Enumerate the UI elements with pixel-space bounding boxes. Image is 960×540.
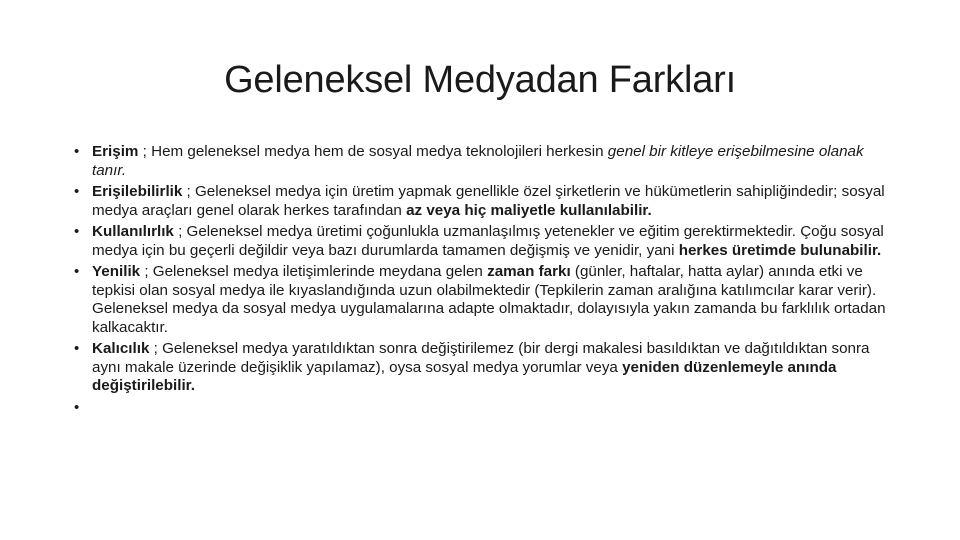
empty-bullet-text	[92, 399, 894, 418]
bullet-text	[92, 263, 886, 336]
bullet-dot-icon: •	[74, 183, 80, 200]
bullet-item	[74, 143, 894, 180]
bullet-bold-segment: herkes üretimde bulunabilir.	[678, 241, 882, 259]
bullet-term: Kullanılırlık	[92, 223, 179, 240]
bullet-dot-icon: •	[74, 398, 80, 416]
bullet-bold-segment: az veya hiç maliyetle kullanılabilir.	[406, 201, 652, 219]
bullet-dot-icon: •	[74, 143, 80, 160]
bullet-term: Erişim	[92, 143, 143, 160]
bullet-term: Kalıcılık	[92, 340, 154, 357]
bullet-term: Yenilik	[92, 263, 145, 280]
bullet-text	[92, 143, 864, 179]
bullet-text	[92, 223, 884, 259]
bullet-dot-icon: •	[74, 340, 80, 357]
bullet-italic-segment: genel bir kitleye erişebilmesine olanak tanır.	[92, 143, 864, 179]
bullet-text-segment: ; Geleneksel medya üretimi çoğunlukla uzmanlaşılmış yetenekler ve eğitim gerektirmektedir. Çoğu sosyal medya için bu geçerli değildir veya bazı durumlarda tamamen değişmiş ve yenidir, yani	[92, 223, 884, 259]
bullet-text-segment: ; Geleneksel medya için üretim yapmak genellikle özel şirketlerin ve hükümetlerin sahipliğindedir; sosyal medya araçları genel olarak herkes tarafından	[92, 183, 885, 219]
slide-title: Geleneksel Medyadan Farkları	[224, 59, 736, 101]
bullet-list	[74, 143, 894, 420]
bullet-text-segment: ; Hem geleneksel medya hem de sosyal medya teknolojileri herkesin	[142, 143, 608, 160]
bullet-item	[74, 183, 894, 220]
bullet-text-segment: (günler, haftalar, hatta aylar) anında etki ve tepkisi olan sosyal medya ile kıyaslandığında uzun olabilmektedir (Tepkilerin zaman aralığına katılımcılar karar verir). Geleneksel medya da sosyal medya uygulamalarına adapte olmaktadır, dolayısıyla yakın zamanda bu farklılık ortadan kalkacaktır.	[92, 263, 886, 336]
bullet-item	[74, 223, 894, 260]
bullet-text	[92, 340, 870, 394]
bullet-bold-segment: yeniden düzenlemeyle anında değiştirilebilir.	[92, 358, 837, 394]
bullet-dot-icon: •	[74, 263, 80, 280]
bullet-dot-icon: •	[74, 223, 80, 240]
bullet-text-segment: ; Geleneksel medya yaratıldıktan sonra değiştirilemez (bir dergi makalesi basıldıktan ve dağıtıldıktan sonra aynı makale üzerinde değişiklik yapılamaz), oysa sosyal medya yorumlar veya	[92, 340, 870, 376]
bullet-item	[74, 340, 894, 396]
bullet-bold-segment: zaman farkı	[487, 263, 571, 280]
bullet-text	[92, 183, 885, 219]
bullet-term: Erişilebilirlik	[92, 183, 187, 200]
bullet-item	[74, 263, 894, 337]
bullet-item-empty	[74, 399, 894, 418]
bullet-text-segment: ; Geleneksel medya iletişimlerinde meydana gelen	[144, 263, 488, 280]
